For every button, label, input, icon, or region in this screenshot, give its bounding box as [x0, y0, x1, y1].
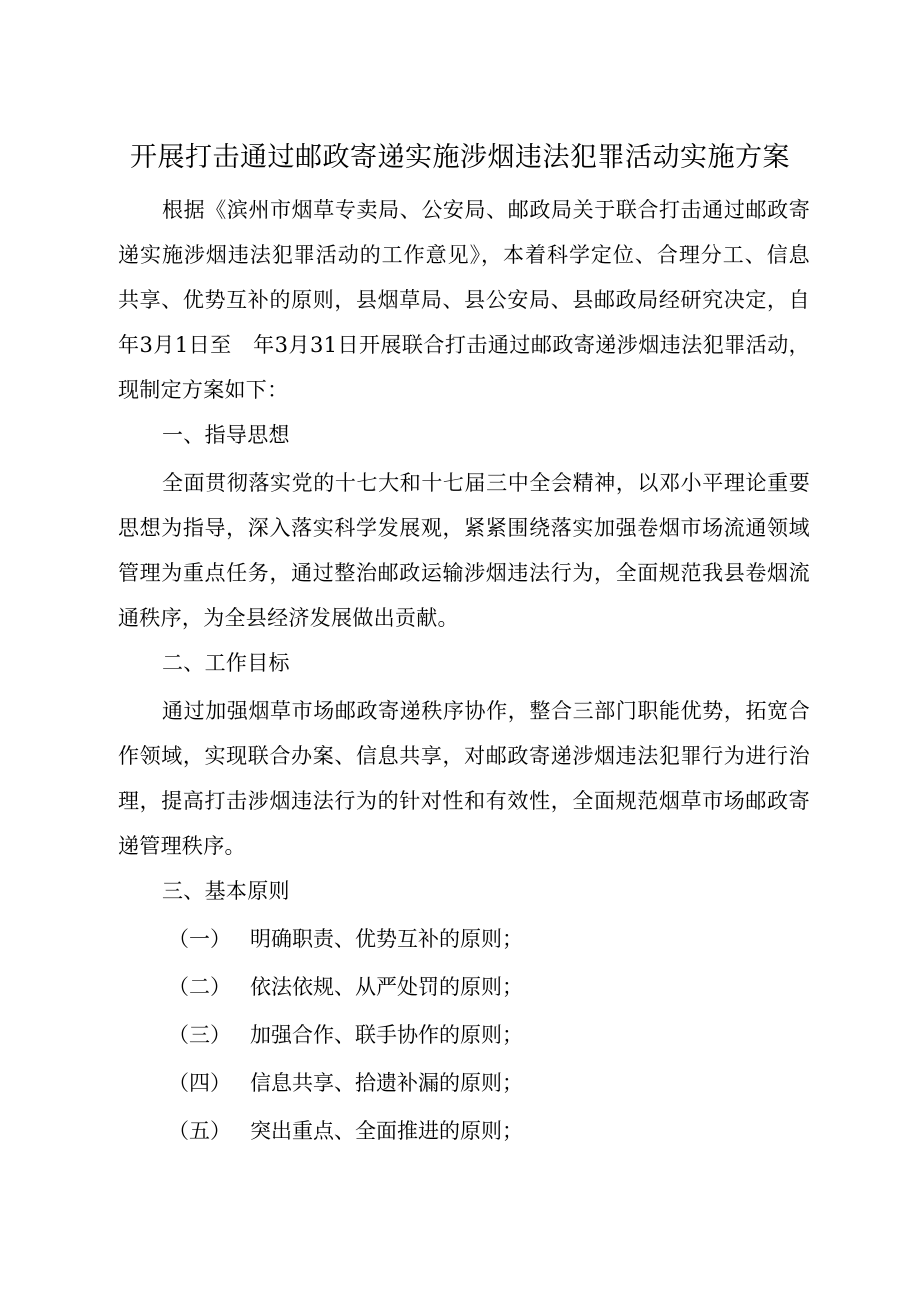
principle-item [118, 917, 810, 965]
principle-number: （五） [168, 1119, 231, 1143]
principle-text: 信息共享、拾遗补漏的原则； [250, 1071, 523, 1095]
principle-text: 依法依规、从严处罚的原则； [250, 975, 523, 999]
principle-item [118, 965, 810, 1013]
section-body-guiding-ideology: 全面贯彻落实党的十七大和十七届三中全会精神，以邓小平理论重要思想为指导，深入落实科学发展观，紧紧围绕落实加强卷烟市场流通领域管理为重点任务，通过整治邮政运输涉烟违法行为，全面规范我县卷烟流通秩序，为全县经济发展做出贡献。 [118, 471, 810, 630]
section-body-work-goals: 通过加强烟草市场邮政寄递秩序协作，整合三部门职能优势，拓宽合作领域，实现联合办案、信息共享，对邮政寄递涉烟违法犯罪行为进行治理，提高打击涉烟违法行为的针对性和有效性，全面规范烟草市场邮政寄递管理秩序。 [118, 699, 810, 858]
section-heading-guiding-ideology: 一、指导思想 [162, 423, 290, 447]
section-heading-basic-principles: 三、基本原则 [162, 879, 290, 903]
section-heading-work-goals: 二、工作目标 [162, 651, 290, 675]
principle-number: （二） [168, 975, 231, 999]
document-title: 开展打击通过邮政寄递实施涉烟违法犯罪活动实施方案 [130, 142, 790, 173]
principle-text: 加强合作、联手协作的原则； [250, 1023, 523, 1047]
principle-text: 明确职责、优势互补的原则； [250, 927, 523, 951]
principle-item [118, 1013, 810, 1061]
principle-item [118, 1109, 810, 1157]
principle-number: （一） [168, 927, 231, 951]
principle-number: （四） [168, 1071, 231, 1095]
principle-number: （三） [168, 1023, 231, 1047]
intro-paragraph: 根据《滨州市烟草专卖局、公安局、邮政局关于联合打击通过邮政寄递实施涉烟违法犯罪活动的工作意见》，本着科学定位、合理分工、信息共享、优势互补的原则，县烟草局、县公安局、县邮政局经研究决定，自年3月1日至 年3月31日开展联合打击通过邮政寄递涉烟违法犯罪活动，现制定方案如下： [118, 198, 810, 402]
document-body [118, 188, 810, 1157]
principle-text: 突出重点、全面推进的原则； [250, 1119, 523, 1143]
principle-item [118, 1061, 810, 1109]
